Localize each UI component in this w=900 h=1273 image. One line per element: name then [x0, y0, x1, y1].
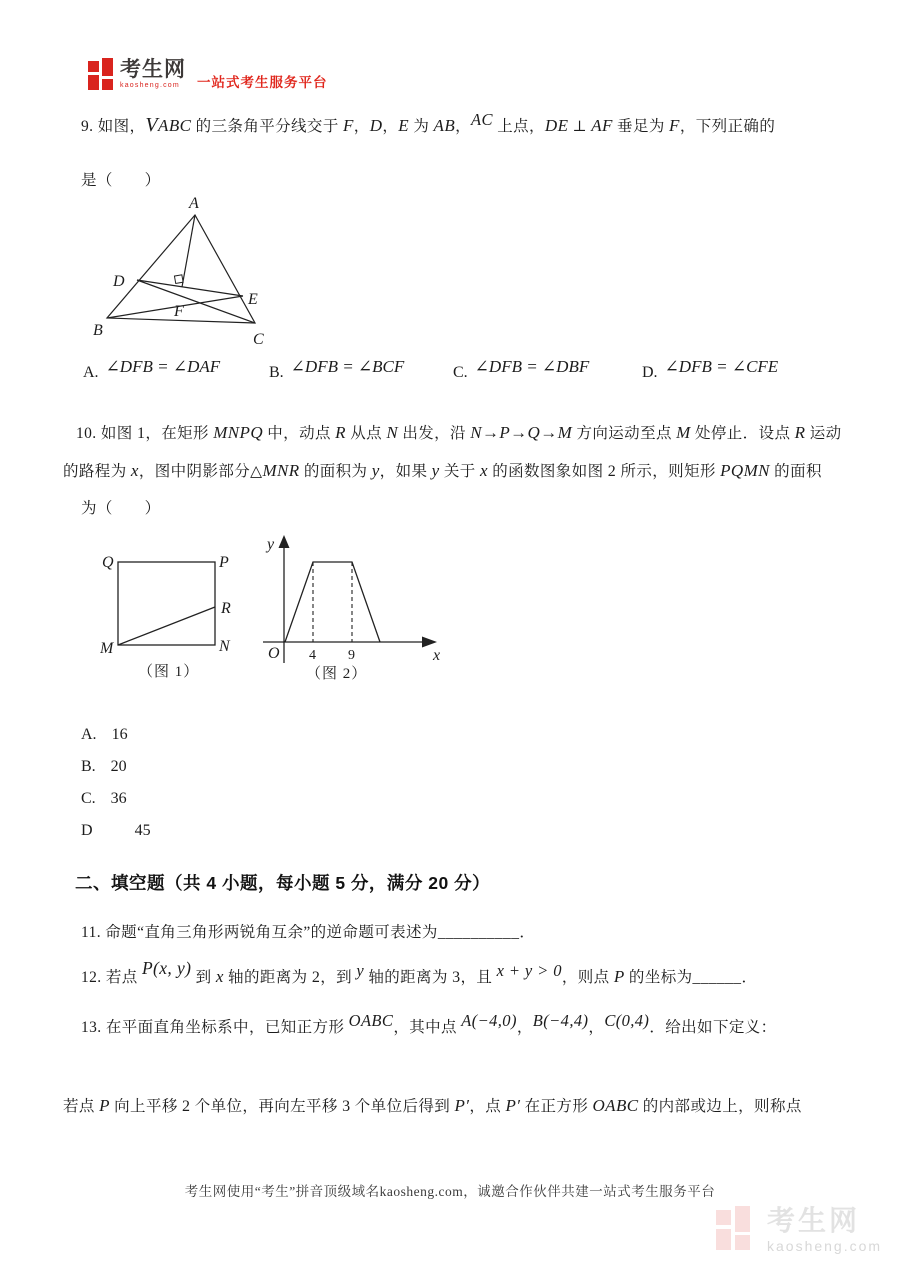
tick-4: 4 — [309, 648, 316, 663]
option-c — [453, 357, 590, 382]
site-logo — [88, 58, 328, 91]
q10-option-d-letter: D — [81, 822, 93, 839]
label-a: A — [189, 195, 199, 212]
q10-option-a-value: 16 — [111, 726, 128, 743]
question-11-text: 11. 命题“直角三角形两锐角互余”的逆命题可表述为__________． — [81, 924, 536, 941]
option-b — [269, 357, 405, 382]
q10-option-c — [81, 790, 127, 808]
option-b-formula: ∠DFB = ∠BCF — [290, 357, 405, 376]
q10-option-d — [81, 822, 151, 840]
bisector-dc — [137, 280, 255, 323]
logo-tagline: 一站式考生服务平台 — [197, 75, 328, 90]
label-q: Q — [102, 554, 114, 571]
section-2-header: 二、填空题（共 4 小题，每小题 5 分，满分 20 分） — [75, 873, 491, 893]
function-graph-figure-2 — [255, 535, 445, 670]
question-13-line1: 13. 在平面直角坐标系中，已知正方形 OABC，其中点 A(−4,0)，B(−4,4)，C(0,4)．给出如下定义： — [81, 1011, 777, 1036]
x-axis-arrow — [422, 637, 437, 648]
option-a-formula: ∠DFB = ∠DAF — [105, 357, 221, 376]
option-c-formula: ∠DFB = ∠DBF — [474, 357, 590, 376]
q10-option-b — [81, 758, 127, 776]
q10-option-c-letter: C. — [81, 790, 96, 807]
question-9-line2: 是（ ） — [81, 172, 161, 189]
label-m: M — [100, 640, 114, 657]
question-12-text: 12. 若点 P(x, y) 到 x 轴的距离为 2，到 y 轴的距离为 3，且 x + y > 0，则点 P 的坐标为______． — [81, 958, 758, 986]
watermark-domain-text: kaosheng.com — [767, 1238, 883, 1254]
question-10-line3: 为（ ） — [81, 500, 161, 517]
question-10-line1: 10. 如图 1，在矩形 MNPQ 中，动点 R 从点 N 出发，沿 N→P→Q→M 方向运动至点 M 处停止．设点 R 运动 — [76, 423, 842, 442]
right-angle-mark — [174, 275, 183, 284]
q10-option-b-value: 20 — [110, 758, 127, 775]
logo-domain-text: kaosheng.com — [120, 82, 180, 89]
question-9-options — [63, 357, 863, 396]
option-d — [642, 357, 779, 382]
kaosheng-logo-icon — [88, 58, 115, 90]
option-d-letter: D. — [642, 364, 658, 381]
label-x-axis: x — [433, 647, 441, 664]
page-footer-text: 考生网使用“考生”拼音顶级域名kaosheng.com，诚邀合作伙伴共建一站式考生服务平台 — [184, 1184, 716, 1199]
y-axis-arrow — [279, 535, 290, 548]
option-a-letter: A. — [83, 364, 99, 381]
label-p: P — [219, 554, 229, 571]
segment-af — [182, 215, 195, 287]
option-b-letter: B. — [269, 364, 284, 381]
q10-option-d-value: 45 — [134, 822, 151, 839]
label-y-axis: y — [267, 536, 275, 553]
tick-9: 9 — [348, 648, 355, 663]
question-10-line2: 的路程为 x，图中阴影部分△MNR 的面积为 y，如果 y 关于 x 的函数图象如图 2 所示，则矩形 PQMN 的面积 — [63, 461, 822, 480]
q10-option-c-value: 36 — [110, 790, 127, 807]
label-b: B — [93, 322, 103, 339]
triangle-figure — [85, 192, 335, 362]
question-9-line1: 9. 如图，VABC 的三条角平分线交于 F，D，E 为 AB，AC 上点，DE ⊥ AF 垂足为 F，下列正确的 — [81, 110, 776, 136]
label-r: R — [221, 600, 231, 617]
option-a — [83, 357, 221, 382]
label-origin: O — [268, 645, 280, 662]
option-c-letter: C. — [453, 364, 468, 381]
label-n: N — [219, 638, 230, 655]
figure-1-caption: （图 1） — [138, 664, 200, 680]
label-e: E — [248, 291, 258, 308]
rectangle-figure-1 — [100, 545, 250, 665]
segment-de — [137, 280, 243, 296]
q10-option-a-letter: A. — [81, 726, 97, 743]
watermark-logo-icon — [716, 1206, 754, 1254]
label-c: C — [253, 331, 264, 348]
label-f: F — [174, 303, 184, 320]
watermark-brand-text: 考生网 — [767, 1205, 861, 1236]
watermark-logo — [716, 1206, 882, 1254]
q10-option-a — [81, 726, 128, 744]
rectangle-mnpq — [118, 562, 215, 645]
segment-mr — [118, 607, 215, 645]
option-d-formula: ∠DFB = ∠CFE — [664, 357, 779, 376]
figure-2-caption: （图 2） — [306, 666, 368, 682]
question-13-line2: 若点 P 向上平移 2 个单位，再向左平移 3 个单位后得到 P′，点 P′ 在正方形 OABC 的内部或边上，则称点 — [63, 1096, 802, 1115]
label-d: D — [113, 273, 125, 290]
function-curve — [285, 562, 380, 642]
q10-option-b-letter: B. — [81, 758, 96, 775]
logo-brand-text: 考生网 — [120, 58, 186, 81]
